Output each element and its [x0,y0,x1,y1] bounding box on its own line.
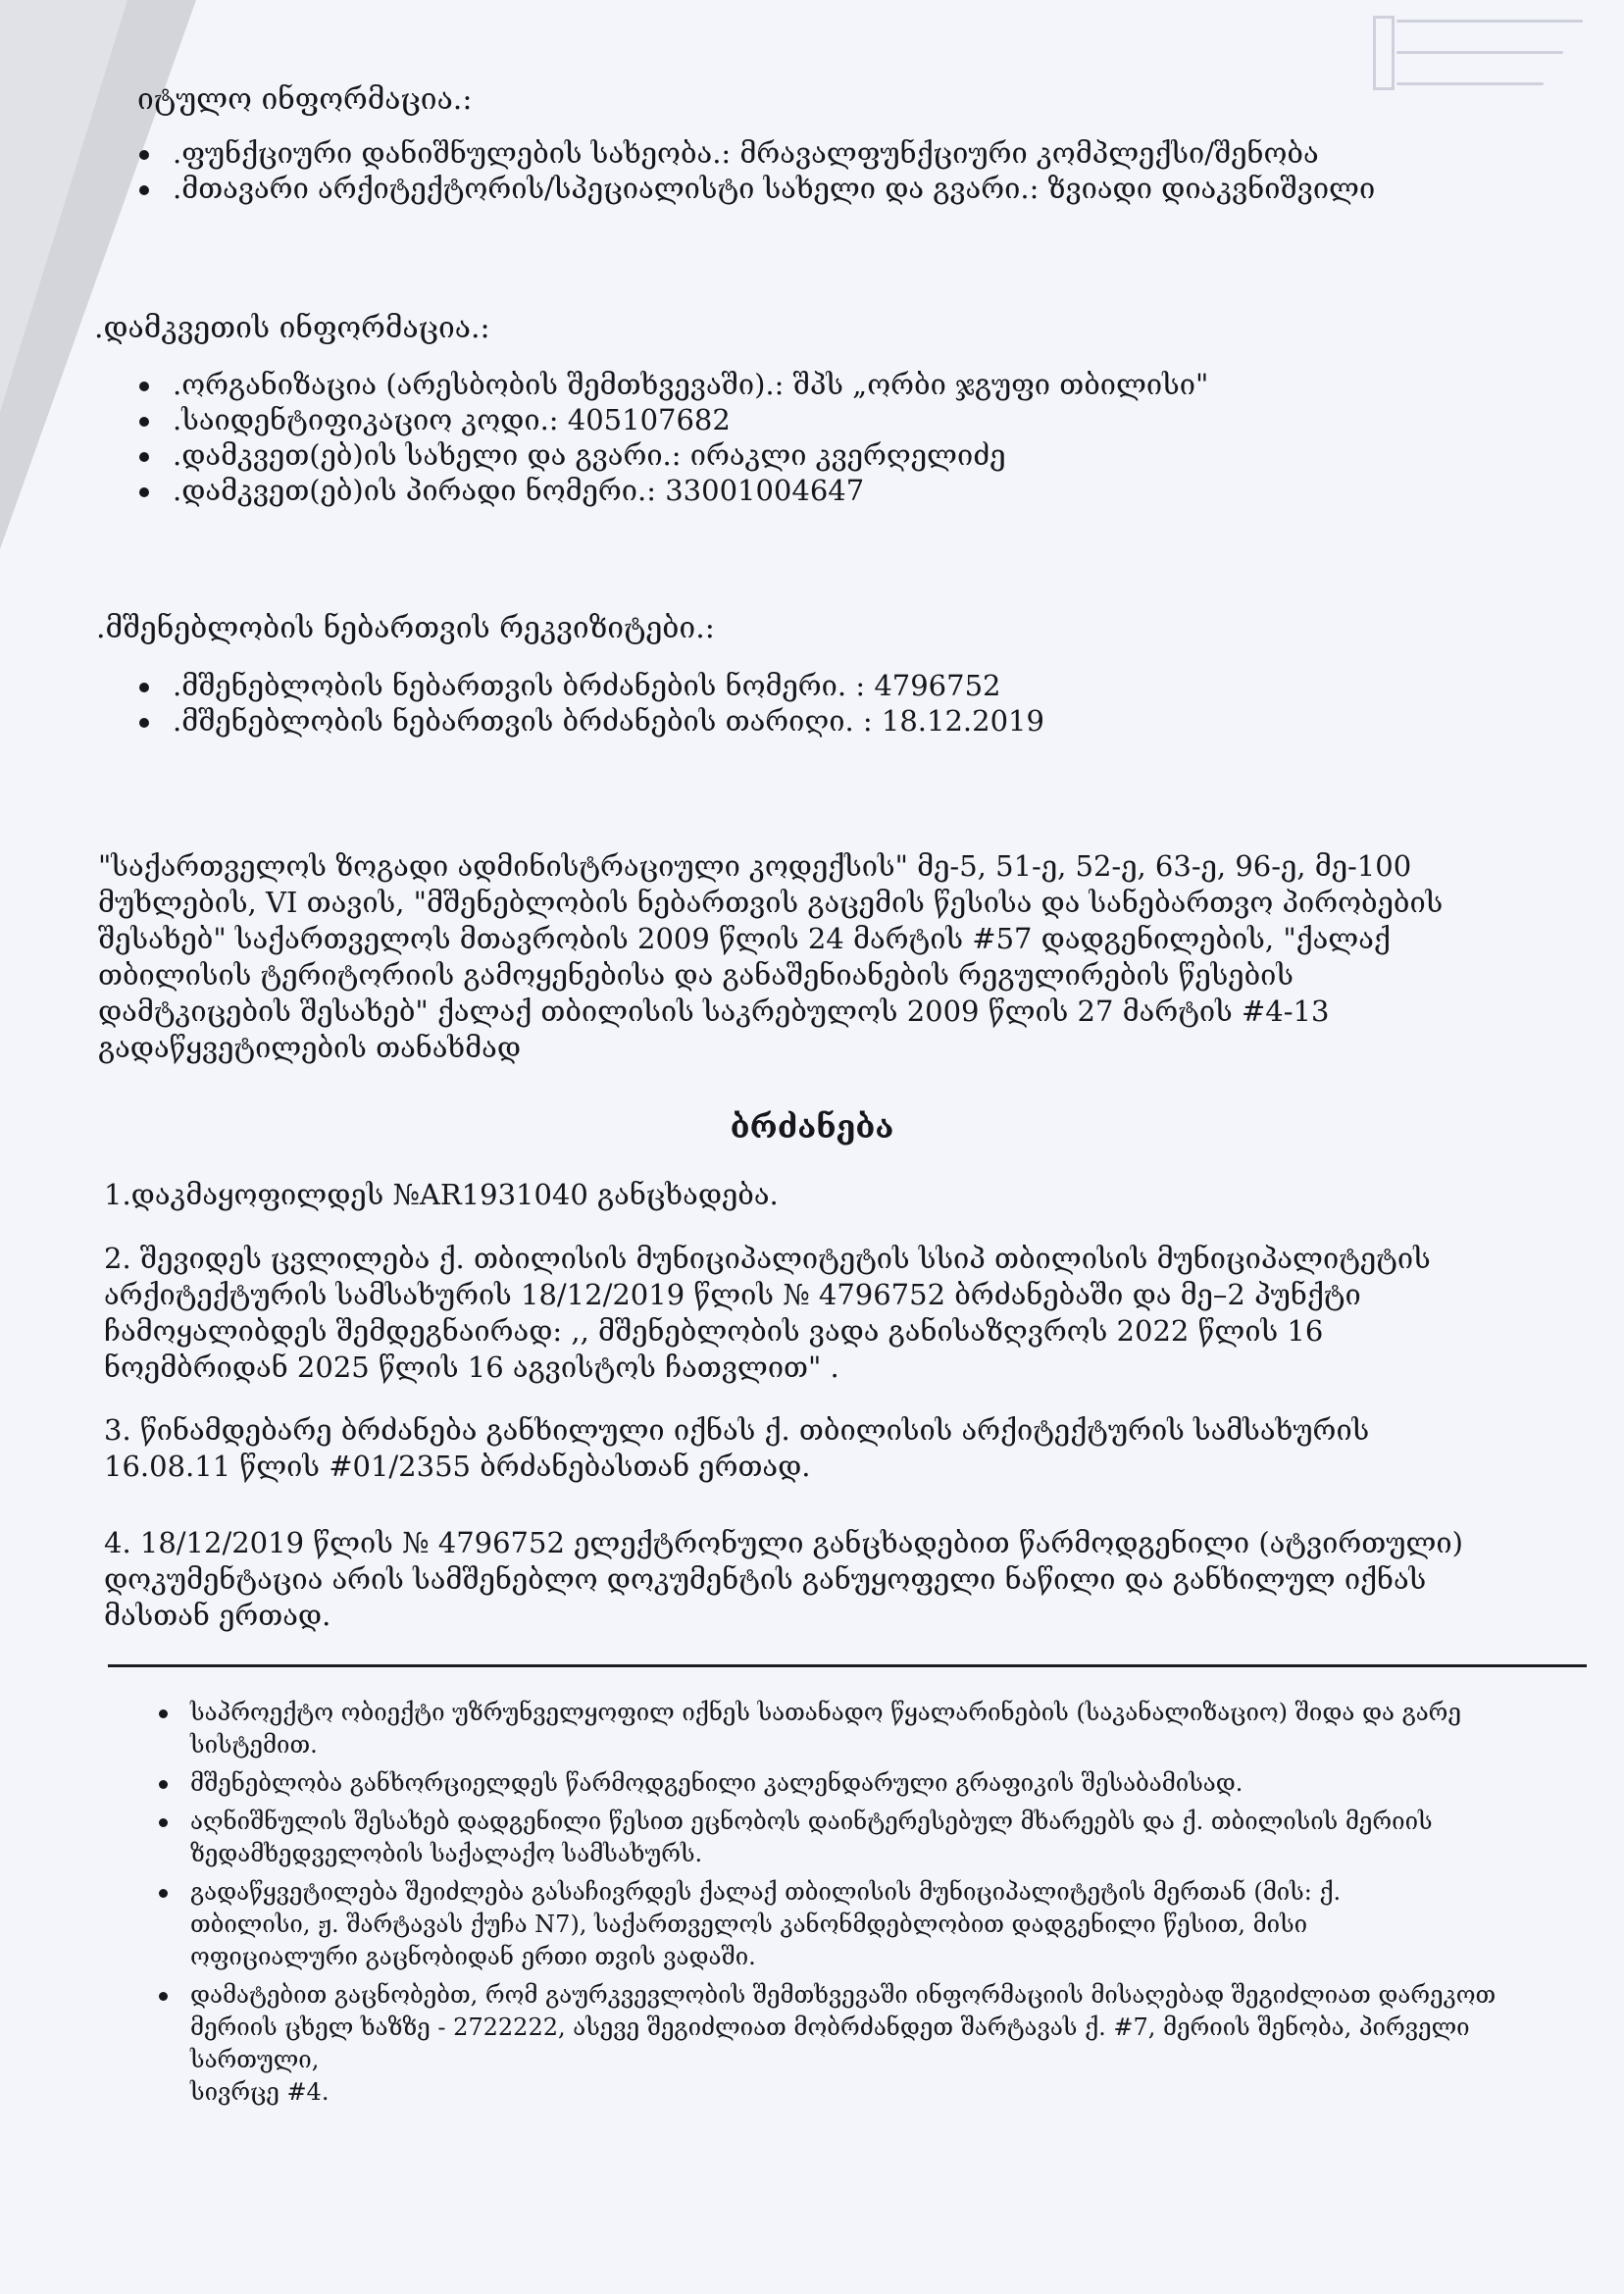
project-info-list [118,135,1375,206]
text-line: "საქართველოს ზოგადი ადმინისტრაციული კოდექსის" მე-5, 51-ე, 52-ე, 63-ე, 96-ე, მე-100 [98,849,1412,883]
list-item: .ორგანიზაცია (არესბობის შემთხვევაში).: შპს „ორბი ჯგუფი თბილისი" [173,368,1209,401]
list-item: .მშენებლობის ნებართვის ბრძანების ნომერი. : 4796752 [173,668,1044,703]
order-point-1 [104,1177,779,1213]
text-line: თბილისი, ჟ. შარტავას ქუჩა N7), საქართველოს კანონმდებლობით დადგენილი წესით, მისი [190,1911,1308,1938]
list-item: .დამკვეთ(ებ)ის პირადი ნომერი.: 33001004647 [173,473,1208,508]
section-heading-project: იტულო ინფორმაცია.: [137,82,473,117]
text-line: სისტემით. [190,1731,318,1759]
text-line: ნოემბრიდან 2025 წლის 16 აგვისტოს ჩათვლით" . [104,1351,839,1384]
text-line: სივრცე #4. [190,2078,330,2106]
preamble-paragraph [98,848,1443,1066]
note-item [190,1697,1602,1761]
text-line: დამტკიცების შესახებ" ქალაქ თბილისის საკრებულოს 2009 წლის 27 მარტის #4-13 [98,994,1330,1028]
section-heading-permit: .მშენებლობის ნებართვის რეკვიზიტები.: [96,611,715,645]
text-line: 2. შევიდეს ცვლილება ქ. თბილისის მუნიციპალიტეტის სსიპ თბილისის მუნიციპალიტეტის [104,1242,1431,1275]
note-item [190,1979,1602,2109]
text-line: დოკუმენტაცია არის სამშენებლო დოკუმენტის განუყოფელი ნაწილი და განხილულ იქნას [104,1562,1427,1596]
text-line: გადაწყვეტილება შეიძლება გასაჩივრდეს ქალაქ თბილისის მუნიციპალიტეტის მერთან (მის: ქ. [190,1878,1342,1906]
list-item: .საიდენტიფიკაციო კოდი.: 405107682 [173,402,1208,437]
text-line: 1.დაკმაყოფილდეს №AR1931040 განცხადება. [104,1178,779,1211]
section-heading-client: .დამკვეთის ინფორმაცია.: [94,311,490,345]
client-info-list [118,367,1208,508]
text-line: დამატებით გაცნობებთ, რომ გაურკვევლობის შემთხვევაში ინფორმაციის მისაღებად შეგიძლიათ დარეკოთ [190,1981,1497,2009]
text-line: ზედამხედველობის საქალაქო სამსახურს. [190,1840,703,1867]
order-title: ბრძანება [730,1108,894,1146]
note-item [190,1767,1602,1800]
divider-line [108,1664,1587,1667]
text-line: არქიტექტურის სამსახურის 18/12/2019 წლის № 4796752 ბრძანებაში და მე–2 პუნქტი [104,1278,1361,1311]
note-item [190,1806,1602,1870]
text-line: შესახებ" საქართველოს მთავრობის 2009 წლის 24 მარტის #57 დადგენილების, "ქალაქ [98,922,1391,955]
text-line: ჩამოყალიბდეს შემდეგნაირად: ,, მშენებლობის ვადა განისაზღვროს 2022 წლის 16 [104,1314,1324,1348]
order-point-2 [104,1241,1431,1386]
footer-notes-list [106,1697,1602,2115]
list-item: .მთავარი არქიტექტორის/სპეციალისტი სახელი და გვარი.: ზვიადი დიაკვნიშვილი [173,172,1376,205]
faded-stamp [1373,10,1599,127]
text-line: საპროექტო ობიექტი უზრუნველყოფილ იქნეს სათანადო წყალარინების (საკანალიზაციო) შიდა და გარე [190,1699,1461,1726]
folded-corner [0,0,127,412]
list-item: .ფუნქციური დანიშნულების სახეობა.: მრავალფუნქციური კომპლექსი/შენობა [173,135,1375,171]
order-point-4 [104,1525,1463,1634]
text-line: მერიის ცხელ ხაზზე - 2722222, ასევე შეგიძლიათ მობრძანდეთ შარტავას ქ. #7, მერიის შენობა, პირველი სართული, [190,2014,1470,2073]
list-item: .დამკვეთ(ებ)ის სახელი და გვარი.: ირაკლი კვერღელიძე [173,437,1208,473]
text-line: თბილისის ტერიტორიის გამოყენებისა და განაშენიანების რეგულირების წესების [98,958,1294,992]
text-line: აღნიშნულის შესახებ დადგენილი წესით ეცნობოს დაინტერესებულ მხარეებს და ქ. თბილისის მერიის [190,1808,1433,1835]
order-point-3 [104,1412,1369,1485]
list-item: .მშენებლობის ნებართვის ბრძანების თარიღი. : 18.12.2019 [173,704,1044,738]
text-line: მუხლების, VI თავის, "მშენებლობის ნებართვის გაცემის წესისა და სანებართვო პირობების [98,886,1444,919]
text-line: ოფიციალური გაცნობიდან ერთი თვის ვადაში. [190,1943,756,1970]
permit-info-list [118,668,1044,739]
note-item [190,1876,1602,1973]
text-line: 3. წინამდებარე ბრძანება განხილული იქნას ქ. თბილისის არქიტექტურის სამსახურის [104,1413,1370,1447]
text-line: 16.08.11 წლის #01/2355 ბრძანებასთან ერთად. [104,1450,811,1483]
text-line: მასთან ერთად. [104,1599,331,1632]
text-line: 4. 18/12/2019 წლის № 4796752 ელექტრონული განცხადებით წარმოდგენილი (ატვირთული) [104,1526,1463,1559]
text-line: მშენებლობა განხორციელდეს წარმოდგენილი კალენდარული გრაფიკის შესაბამისად. [190,1769,1243,1797]
text-line: გადაწყვეტილების თანახმად [98,1031,521,1064]
